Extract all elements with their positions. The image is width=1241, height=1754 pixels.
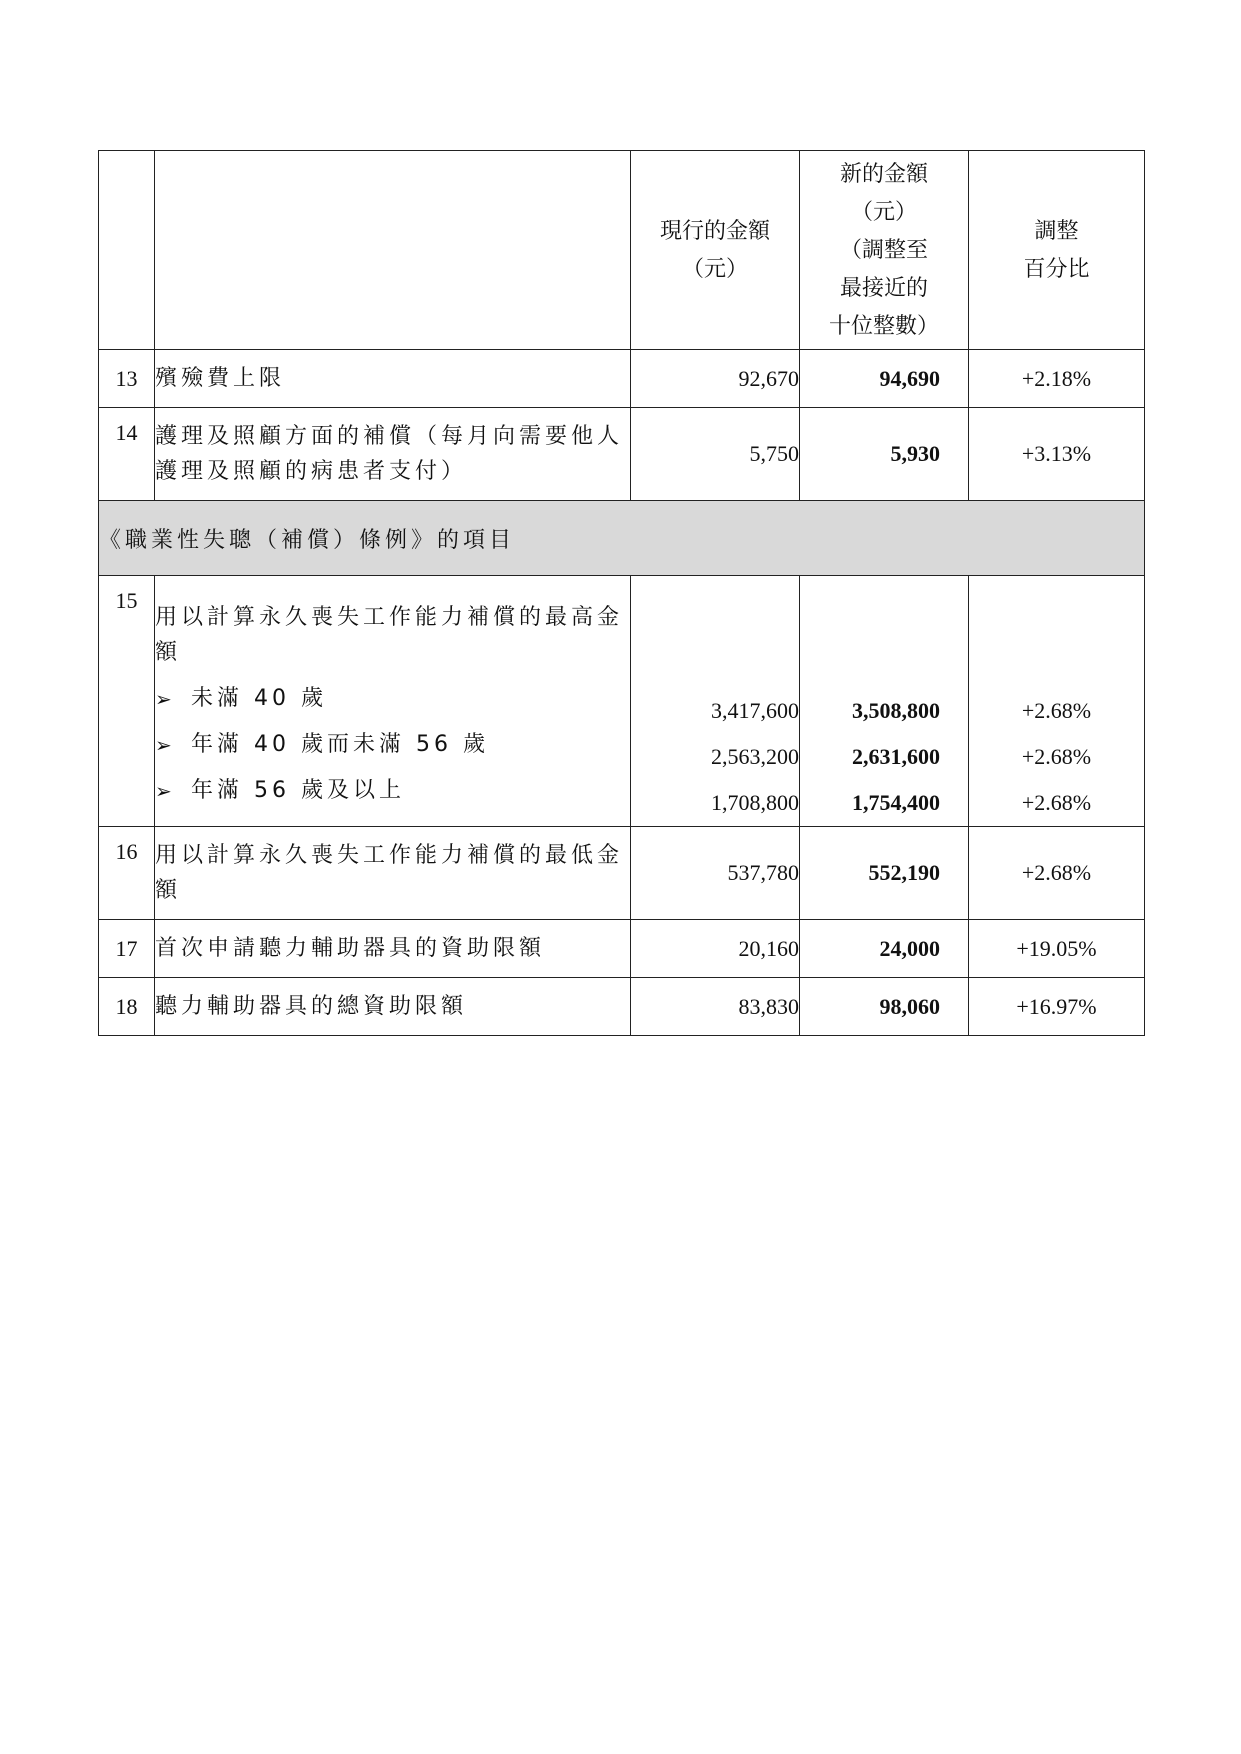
- current-amount: 537,780: [631, 827, 800, 920]
- sub-item-label: 年滿 56 歲及以上: [191, 778, 405, 803]
- new-amount: 552,190: [800, 827, 969, 920]
- table-row: [99, 576, 1145, 827]
- adjustment-pct: +19.05%: [969, 920, 1145, 978]
- sub-item: [155, 722, 630, 768]
- row-item: [155, 576, 631, 827]
- header-current-amount: [631, 151, 800, 350]
- sub-item: [155, 768, 630, 814]
- adjustment-pct: +2.68%: [1021, 744, 1092, 769]
- row-item: 護理及照顧方面的補償（每月向需要他人護理及照顧的病患者支付）: [155, 408, 631, 501]
- arrow-bullet-icon: ➢: [155, 779, 172, 803]
- new-amount: 94,690: [800, 350, 969, 408]
- adjustment-pct: +2.68%: [1021, 790, 1092, 815]
- row-item: 首次申請聽力輔助器具的資助限額: [155, 920, 631, 978]
- header-item-cell: [155, 151, 631, 350]
- header-adjustment-pct: [969, 151, 1145, 350]
- new-amount: 24,000: [800, 920, 969, 978]
- header-text: （調整至: [839, 238, 928, 263]
- adjustment-pct: +2.18%: [969, 350, 1145, 408]
- current-amount: 3,417,600: [711, 698, 799, 723]
- header-text: 現行的金額: [659, 219, 770, 244]
- header-text: 十位整數）: [828, 314, 939, 339]
- current-amount: 83,830: [631, 978, 800, 1036]
- header-text: 新的金額: [839, 162, 928, 187]
- row-number: 15: [99, 576, 155, 827]
- adjustment-pct-cell: [969, 576, 1145, 827]
- row-number: 17: [99, 920, 155, 978]
- new-amount: 1,754,400: [852, 790, 940, 815]
- adjustment-pct: +3.13%: [969, 408, 1145, 501]
- current-amount: 5,750: [631, 408, 800, 501]
- adjustment-pct: +2.68%: [969, 827, 1145, 920]
- table-row: [99, 978, 1145, 1036]
- new-amount: 98,060: [800, 978, 969, 1036]
- adjustment-pct: +2.68%: [1021, 698, 1092, 723]
- current-amount-cell: [631, 576, 800, 827]
- header-text: 百分比: [1023, 257, 1090, 282]
- compensation-table: [98, 150, 1145, 1036]
- table-row: [99, 408, 1145, 501]
- current-amount: 20,160: [631, 920, 800, 978]
- header-text: （元）: [850, 200, 917, 225]
- current-amount: 2,563,200: [711, 744, 799, 769]
- table-header-row: [99, 151, 1145, 350]
- current-amount: 1,708,800: [711, 790, 799, 815]
- arrow-bullet-icon: ➢: [155, 733, 172, 757]
- sub-item: [155, 676, 630, 722]
- row-item: 用以計算永久喪失工作能力補償的最低金額: [155, 827, 631, 920]
- table-row: [99, 920, 1145, 978]
- row-number: 18: [99, 978, 155, 1036]
- sub-item-label: 年滿 40 歲而未滿 56 歲: [191, 732, 489, 757]
- new-amount: 2,631,600: [852, 744, 940, 769]
- table-row: [99, 827, 1145, 920]
- new-amount: 5,930: [800, 408, 969, 501]
- row-item: 殯殮費上限: [155, 350, 631, 408]
- section-title: 《職業性失聰（補償）條例》的項目: [99, 501, 1145, 576]
- header-text: 最接近的: [839, 276, 928, 301]
- table-row: [99, 350, 1145, 408]
- header-text: 調整: [1034, 219, 1079, 244]
- row-number: 16: [99, 827, 155, 920]
- row-item-title: 用以計算永久喪失工作能力補償的最高金額: [155, 605, 624, 665]
- header-new-amount: [800, 151, 969, 350]
- row-number: 13: [99, 350, 155, 408]
- adjustment-pct: +16.97%: [969, 978, 1145, 1036]
- new-amount: 3,508,800: [852, 698, 940, 723]
- sub-item-label: 未滿 40 歲: [191, 686, 327, 711]
- new-amount-cell: [800, 576, 969, 827]
- header-text: （元）: [681, 257, 748, 282]
- section-header-row: [99, 501, 1145, 576]
- header-no-cell: [99, 151, 155, 350]
- row-number: 14: [99, 408, 155, 501]
- arrow-bullet-icon: ➢: [155, 687, 172, 711]
- row-item: 聽力輔助器具的總資助限額: [155, 978, 631, 1036]
- current-amount: 92,670: [631, 350, 800, 408]
